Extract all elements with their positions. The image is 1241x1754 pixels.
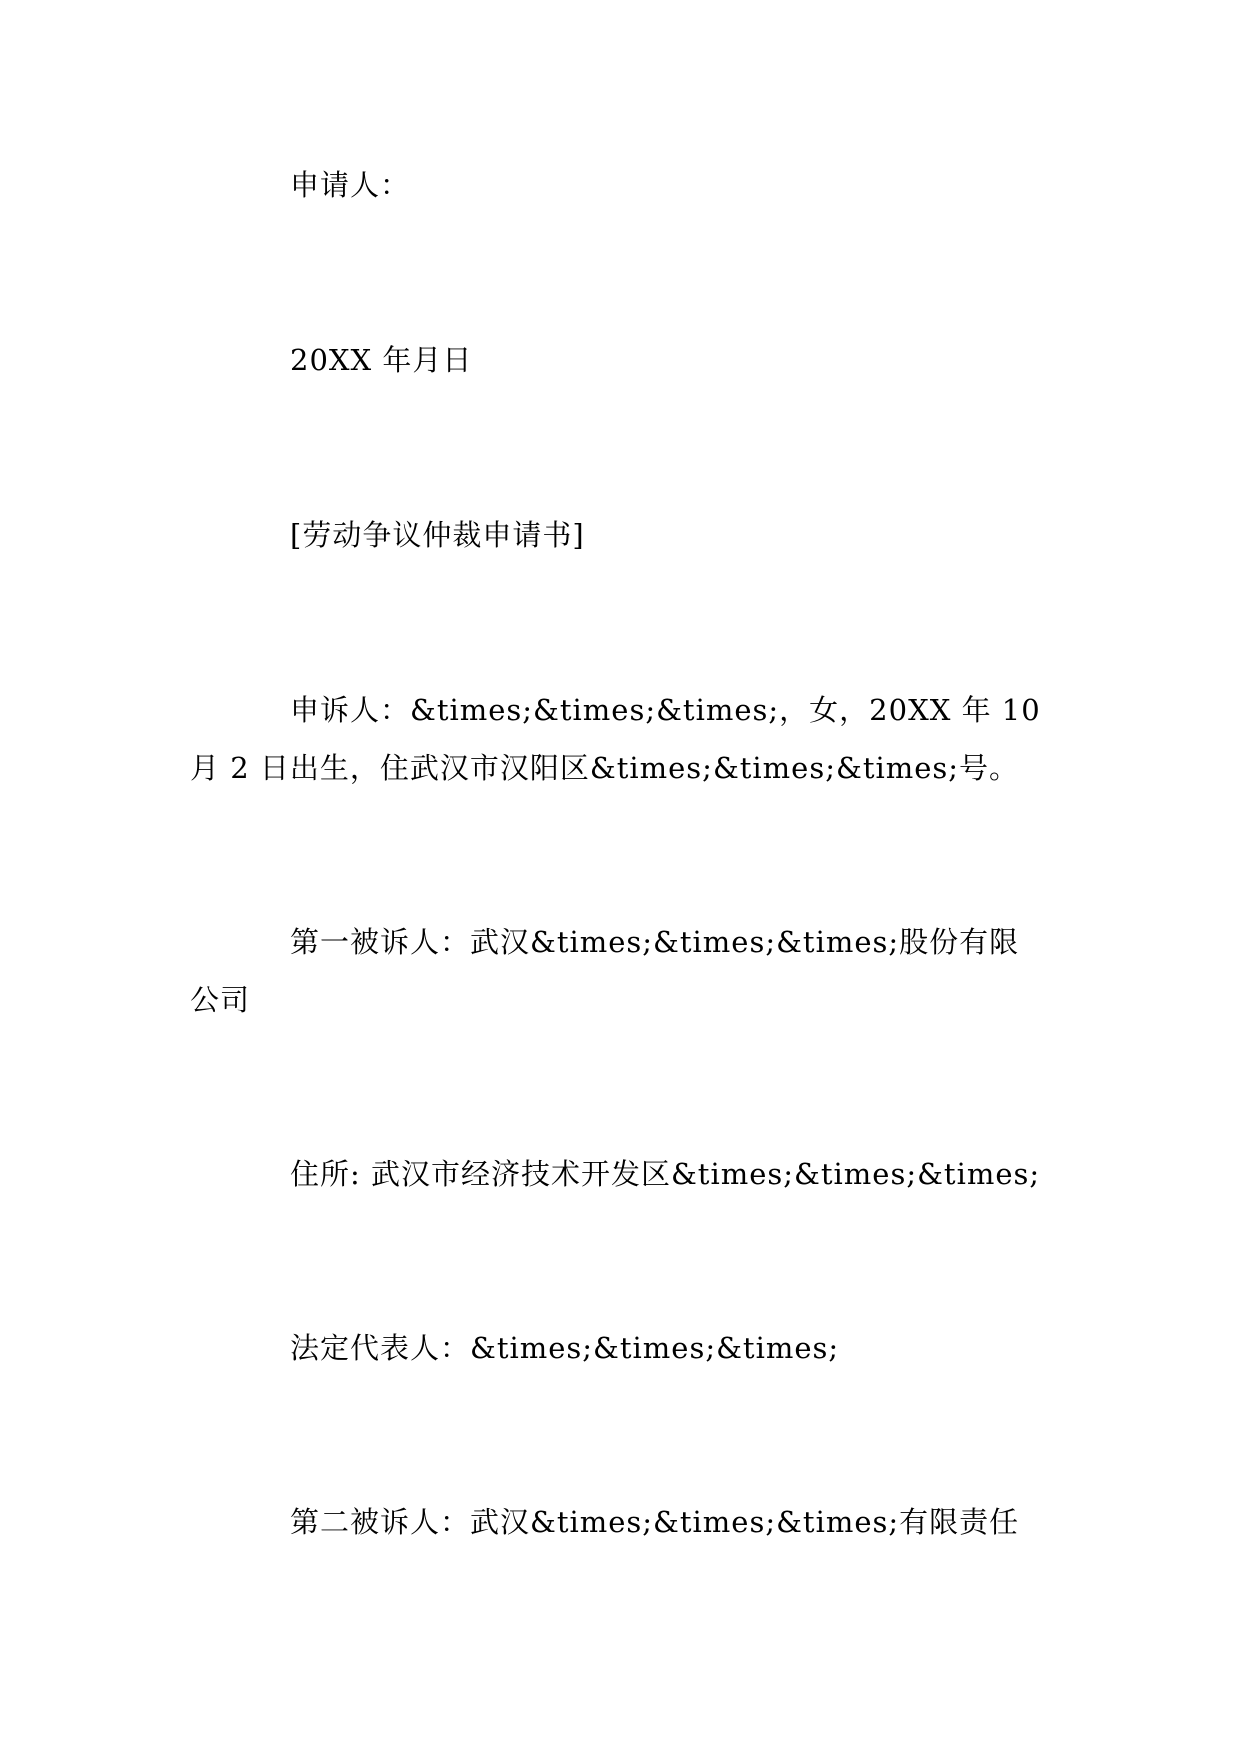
first-respondent-line-1: 第一被诉人：武汉&times;&times;&times;股份有限 [290, 925, 1020, 959]
complainant-line-1: 申诉人：&times;&times;&times;，女，20XX 年 10 [290, 693, 1041, 727]
legal-representative-line: 法定代表人：&times;&times;&times; [290, 1331, 840, 1365]
address-line: 住所: 武汉市经济技术开发区&times;&times;&times; [290, 1157, 1041, 1191]
section-title: [劳动争议仲裁申请书] [290, 518, 585, 552]
second-respondent-line: 第二被诉人：武汉&times;&times;&times;有限责任 [290, 1505, 1020, 1539]
complainant-line-2: 月 2 日出生，住武汉市汉阳区&times;&times;&times;号。 [190, 751, 1020, 785]
date-line: 20XX 年月日 [290, 343, 473, 377]
first-respondent-line-2: 公司 [190, 983, 251, 1017]
applicant-signature-label: 申请人： [290, 168, 411, 202]
